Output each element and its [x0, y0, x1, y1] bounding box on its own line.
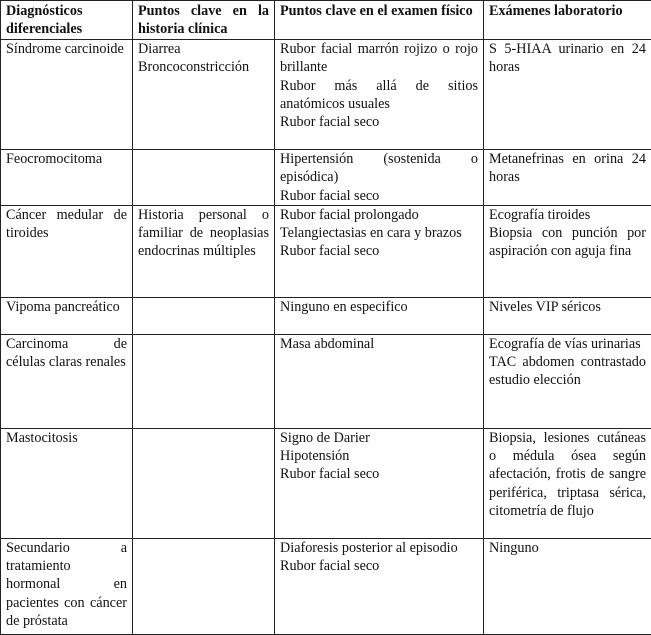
cell-line: Ecografía tiroides	[489, 206, 646, 224]
diagnosis-cell	[1, 334, 133, 428]
cell-line: Rubor facial seco	[280, 557, 478, 575]
table-row	[1, 205, 651, 297]
table-row	[1, 428, 651, 538]
cell-line: Síndrome carcinoide	[6, 40, 127, 58]
cell-line: Ninguno en especifico	[280, 298, 478, 316]
labs-cell	[484, 428, 651, 538]
labs-cell	[484, 40, 651, 150]
cell-line: S 5-HIAA urinario en 24 horas	[489, 40, 646, 77]
labs-cell	[484, 297, 651, 334]
cell-line: Cáncer medular de tiroides	[6, 206, 127, 243]
table-row	[1, 538, 651, 634]
exam-cell	[275, 40, 484, 150]
cell-line: Feocromocitoma	[6, 150, 127, 168]
cell-line: Rubor facial prolongado	[280, 206, 478, 224]
cell-line: Carcinoma de células claras renales	[6, 335, 127, 372]
cell-line: Telangiectasias en cara y brazos	[280, 224, 478, 242]
exam-cell	[275, 428, 484, 538]
cell-line: Niveles VIP séricos	[489, 298, 646, 316]
cell-line: TAC abdomen contrastado estudio elección	[489, 353, 646, 390]
header-history: Puntos clave en la historia clínica	[133, 1, 275, 40]
cell-line: Biopsia, lesiones cutáneas o médula ósea según afectación, frotis de sangre periférica, triptasa sérica, citometría de flujo	[489, 429, 646, 520]
exam-cell	[275, 205, 484, 297]
cell-line: Signo de Darier	[280, 429, 478, 447]
labs-cell	[484, 205, 651, 297]
table-row	[1, 334, 651, 428]
table-row	[1, 150, 651, 206]
diagnosis-cell	[1, 538, 133, 634]
header-labs: Exámenes laboratorio	[484, 1, 651, 40]
cell-line: Biopsia con punción por aspiración con aguja fina	[489, 224, 646, 261]
cell-line: Rubor facial seco	[280, 113, 478, 131]
cell-line: Vipoma pancreático	[6, 298, 127, 316]
history-cell	[133, 428, 275, 538]
exam-cell	[275, 297, 484, 334]
labs-cell	[484, 538, 651, 634]
cell-line: Diarrea	[138, 40, 269, 58]
cell-line: Ninguno	[489, 539, 646, 557]
diagnosis-cell	[1, 40, 133, 150]
cell-line: Rubor facial seco	[280, 242, 478, 260]
cell-line: Rubor más allá de sitios anatómicos usuales	[280, 77, 478, 114]
diagnosis-cell	[1, 297, 133, 334]
cell-line: Secundario a tratamiento hormonal en pacientes con cáncer de próstata	[6, 539, 127, 630]
table-row	[1, 40, 651, 150]
diagnosis-cell	[1, 428, 133, 538]
labs-cell	[484, 150, 651, 206]
cell-line: Historia personal o familiar de neoplasias endocrinas múltiples	[138, 206, 269, 261]
table-row	[1, 297, 651, 334]
history-cell	[133, 538, 275, 634]
exam-cell	[275, 538, 484, 634]
cell-line: Hipotensión	[280, 447, 478, 465]
cell-line: Broncoconstricción	[138, 58, 269, 76]
header-diagnosis: Diagnósticos diferenciales	[1, 1, 133, 40]
header-exam: Puntos clave en el examen físico	[275, 1, 484, 40]
cell-line: Diaforesis posterior al episodio	[280, 539, 478, 557]
history-cell	[133, 40, 275, 150]
diagnosis-cell	[1, 150, 133, 206]
history-cell	[133, 150, 275, 206]
cell-line: Ecografía de vías urinarias	[489, 335, 646, 353]
history-cell	[133, 297, 275, 334]
labs-cell	[484, 334, 651, 428]
exam-cell	[275, 334, 484, 428]
cell-line: Rubor facial marrón rojizo o rojo brillante	[280, 40, 478, 77]
diagnosis-cell	[1, 205, 133, 297]
cell-line: Masa abdominal	[280, 335, 478, 353]
history-cell	[133, 205, 275, 297]
cell-line: Metanefrinas en orina 24 horas	[489, 150, 646, 187]
exam-cell	[275, 150, 484, 206]
cell-line: Mastocitosis	[6, 429, 127, 447]
cell-line: Rubor facial seco	[280, 187, 478, 205]
header-row	[1, 1, 651, 40]
cell-line: Rubor facial seco	[280, 465, 478, 483]
history-cell	[133, 334, 275, 428]
cell-line: Hipertensión (sostenida o episódica)	[280, 150, 478, 187]
